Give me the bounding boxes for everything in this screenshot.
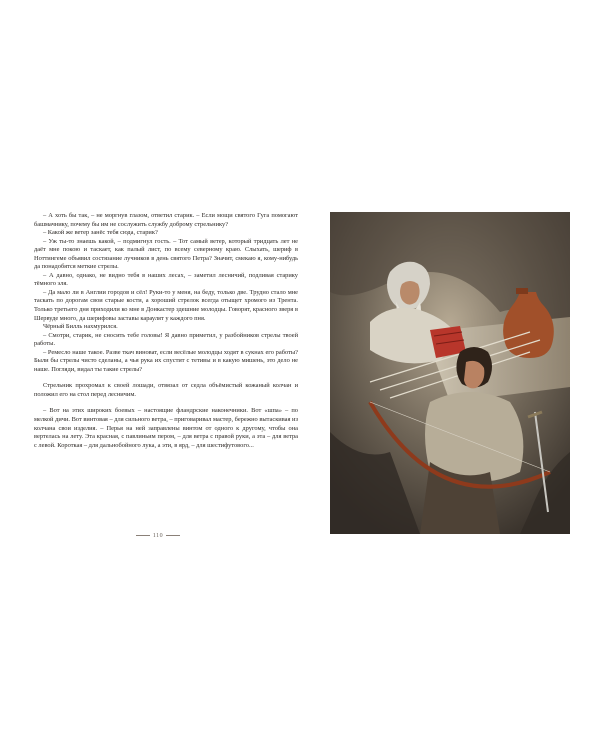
folio-rule-right <box>166 535 180 536</box>
paragraph: Стрельник прохромал к своей лошади, отвязал от седла объёмистый кожаный колчан и положил его на стол перед лесничим. <box>34 382 298 398</box>
paragraph: – Ремесло наше такое. Разве ткач виноват, если весёлые молодцы ходят в сукнах его работы? Были бы стрелы чисто сделаны, а чья рука их спустит с тетивы и в какую мишень, это дело не наше. Погляди, видал ты такие стрелы? <box>34 348 298 373</box>
folio-number: 110 <box>152 533 164 539</box>
illustration <box>330 212 570 534</box>
folio-rule-left <box>136 535 150 536</box>
paragraph: – А давно, однако, не видно тебя в наших лесах, – заметил лесничий, подливая старику тёмного эля. <box>34 271 298 288</box>
paragraph: – А хоть бы так, – не моргнув глазом, ответил старик. – Если мощи святого Гуга помогают башмачнику, почему бы им не сослужить службу доброму стрельнику? <box>34 212 298 228</box>
paragraph: Чёрный Билль нахмурился. <box>43 323 118 331</box>
paragraph: – Да мало ли в Англии городов и сёл! Руки-то у меня, на беду, только две. Трудно стало мне таскать по дорогам свои старые кости, а хороший стрелок всегда отыщет хромого из Трента. Только третьего дня приходили ко мне в Донкастер здешние молодцы. Говорят, красного зверя в Шервуде много, да шерифовы заставы караулят у каждого пня. <box>34 288 298 322</box>
paragraph: – Вот на этих широких боевых – настоящие фландрские наконечники. Вот «шпа» – по мелкой дичи. Вот винтовая – для сильного ветра, – приговаривал мастер, бережно вытаскивая из колчана свои изделия. – Перья на ней заправлены винтом от одного к другому, чтобы она вертелась на лету. Эта красная, с павлиньим пером, – для ветра с правой руки, а эта – для ветра с левой. Короткая – для дальнобойного лука, а эти, в ярд, – для шестифутового... <box>34 407 298 449</box>
paragraph: – Смотри, старик, не сносить тебе головы! Я давно приметил, у разбойников стрелы твоей работы. <box>34 331 298 348</box>
page-number <box>118 533 198 539</box>
jug-neck <box>516 288 528 294</box>
text-column <box>34 212 298 450</box>
illustration-painting <box>330 212 570 534</box>
old-man-face <box>400 281 420 305</box>
paragraph: – Уж ты-то знаешь какой, – подмигнул гость. – Тот самый ветер, который тридцать лет не даёт мне покою и таскает, как палый лист, по всему северному краю. Слыхать, шериф в Ноттингеме объявил состязание лучников в день святого Петра? Значит, смекаю я, кому-нибудь да понадобятся меткие стрелы. <box>34 237 298 271</box>
paragraph: – Какой же ветер занёс тебя сюда, старик? <box>43 229 158 237</box>
